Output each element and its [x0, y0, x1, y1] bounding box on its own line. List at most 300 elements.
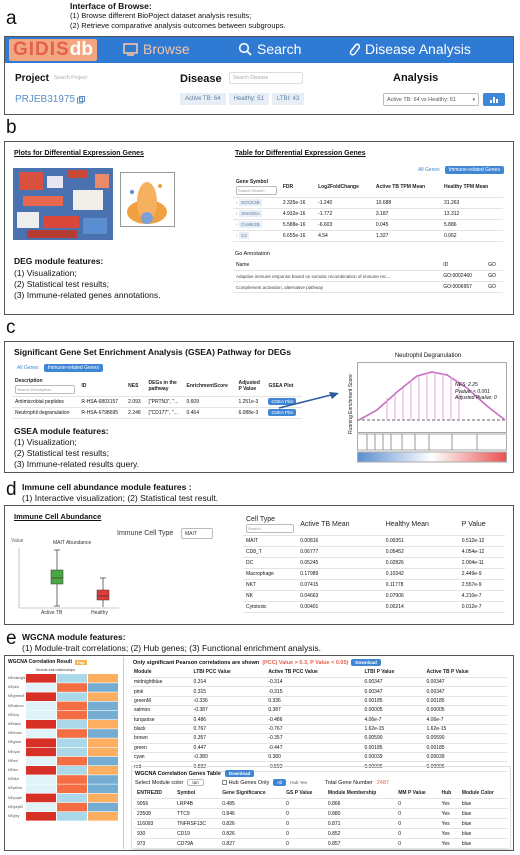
panel-a-heading: Interface of Browse: — [70, 1, 152, 11]
heatmap-cell[interactable] — [26, 711, 56, 720]
wgcna-heatmap-title: WGCNA Correlation Result — [8, 659, 72, 665]
col-healthy-mean[interactable]: Healthy Mean — [383, 514, 459, 536]
heatmap-cell[interactable] — [26, 803, 56, 812]
heatmap-cell[interactable] — [88, 729, 118, 738]
heatmap-cell[interactable] — [88, 766, 118, 775]
panel-a-line1: (1) Browse different BioPoject dataset analysis results; — [70, 11, 252, 20]
heatmap-row-label: MEyellow — [8, 786, 23, 791]
table-cell: 0.00347 — [361, 678, 423, 687]
table-cell: 0.357 — [191, 734, 266, 743]
heatmap-cell[interactable] — [88, 794, 118, 803]
genes-controls — [135, 779, 389, 786]
disease-search-input[interactable]: Search Disease — [229, 72, 303, 84]
col-description[interactable]: Description Search Description — [12, 376, 78, 397]
table-cell: -0.592 — [265, 762, 361, 771]
wgcna-interface — [4, 655, 514, 851]
col-active-tpm[interactable]: Active TB TPM Mean — [373, 177, 441, 198]
table-cell: 23508 — [134, 809, 174, 819]
heatmap-cell[interactable] — [26, 738, 56, 747]
table-cell: 0 — [283, 809, 325, 819]
table-row[interactable] — [131, 687, 507, 696]
heatmap-cell[interactable] — [57, 720, 87, 729]
nav-disease-analysis[interactable] — [348, 41, 471, 57]
heatmap-row-label: MEblack — [8, 722, 21, 727]
browse-icon — [123, 43, 138, 56]
heatmap-row-label: MEgreenM — [8, 694, 25, 699]
module-color-label: Select Module color — [135, 779, 184, 786]
gsea-plot-button[interactable]: GSEA Plot — [268, 398, 295, 405]
table-cell: -0.387 — [191, 706, 266, 715]
col-active-tb-mean[interactable]: Active TB Mean — [297, 514, 382, 536]
table-row[interactable] — [131, 715, 507, 724]
table-row[interactable] — [131, 753, 507, 762]
heatmap-cell[interactable] — [57, 683, 87, 692]
table-cell: 0.485 — [219, 799, 283, 809]
table-row[interactable]: › CAMK2B 5.588e-16 -6.603 0.045 5.886 — [233, 220, 503, 231]
project-value[interactable] — [15, 94, 85, 105]
table-cell: 0.00039 — [424, 753, 507, 762]
table-cell: blue — [459, 829, 508, 839]
table-cell: 973 — [134, 839, 174, 849]
heatmap-cell[interactable] — [26, 674, 56, 683]
gsea-plot-ylabel: Running Enrichment Score — [348, 374, 354, 434]
table-cell: 0.826 — [219, 819, 283, 829]
table-cell: 0.314 — [191, 678, 266, 687]
col-id[interactable]: ID — [78, 376, 125, 397]
heatmap-cell[interactable] — [57, 803, 87, 812]
heatmap-cell[interactable] — [26, 720, 56, 729]
logo-text: GIDIS — [13, 39, 70, 60]
search-icon — [238, 42, 252, 56]
table-cell: 0.00185 — [424, 743, 507, 752]
table-cell: Yes — [438, 839, 458, 849]
plots-title: Plots for Differential Expression Genes — [14, 150, 144, 157]
table-cell: TNFRSF13C — [174, 819, 219, 829]
corr-table — [131, 667, 507, 772]
heatmap-cell[interactable] — [57, 702, 87, 711]
genes-table — [134, 788, 508, 849]
go-col-id: ID — [440, 260, 485, 271]
heatmap-cell[interactable] — [26, 692, 56, 701]
analysis-select[interactable] — [383, 93, 479, 106]
heatmap-cell[interactable] — [88, 711, 118, 720]
table-cell: 0.00185 — [361, 743, 423, 752]
table-cell: midnightblue — [131, 678, 191, 687]
col-active-pcc[interactable]: Active TB PCC Value — [265, 667, 361, 678]
total-gene-value: 2487 — [376, 779, 389, 786]
col-gene-significance[interactable]: Gene Significance — [219, 788, 283, 799]
table-cell: 0.592 — [191, 762, 266, 771]
table-cell: -0.767 — [265, 724, 361, 733]
table-cell: turquoise — [131, 715, 191, 724]
nav-browse-label: Browse — [143, 41, 190, 57]
nav-bar — [5, 37, 513, 63]
abundance-boxplot[interactable] — [13, 548, 123, 616]
disease-label: Disease — [180, 73, 222, 85]
table-row[interactable]: DC 0.05245 0.02826 2.004e-11 — [243, 558, 505, 569]
gsea-stats — [455, 382, 497, 402]
panel-d-letter: d — [6, 479, 17, 500]
chip-healthy[interactable]: Healthy: 51 — [229, 93, 269, 105]
table-cell: 0 — [283, 819, 325, 829]
table-row[interactable] — [134, 829, 508, 839]
module-trait-heatmap[interactable] — [26, 674, 120, 824]
col-fdr[interactable]: FDR — [280, 177, 315, 198]
table-cell: 0.315 — [191, 687, 266, 696]
nav-search-label: Search — [257, 41, 302, 57]
gsea-adj-pvalue: Adjusted Pvalue: 0 — [455, 395, 497, 401]
heatmap-cell[interactable] — [57, 692, 87, 701]
tab-all-genes[interactable]: All Genes — [17, 365, 39, 371]
table-cell: -0.486 — [265, 715, 361, 724]
col-cell-type[interactable]: Cell Type Search — [243, 514, 297, 536]
checkbox-icon[interactable] — [222, 780, 227, 785]
heatmap-cell[interactable] — [88, 784, 118, 793]
project-label: Project — [15, 73, 49, 84]
heatmap-cell[interactable] — [88, 674, 118, 683]
heatmap-cell[interactable] — [26, 683, 56, 692]
table-cell: CD79A — [174, 839, 219, 849]
table-cell: red — [131, 762, 191, 771]
tab-all-genes[interactable]: All Genes — [418, 167, 440, 173]
bar-chart-icon — [490, 96, 498, 103]
table-row[interactable] — [131, 678, 507, 687]
table-row[interactable] — [131, 706, 507, 715]
table-cell: 0 — [395, 819, 438, 829]
table-cell: CD19 — [174, 829, 219, 839]
table-cell: 0.767 — [191, 724, 266, 733]
table-cell: 116093 — [134, 819, 174, 829]
col-degs[interactable]: DEGs in the pathway — [145, 376, 183, 397]
heatmap-row-label: MEgreen — [8, 740, 22, 745]
col-gene-symbol[interactable]: Gene Symbol Search Search — [233, 177, 280, 198]
arrow-connector — [277, 390, 343, 412]
go-annotation-title: Go Annotation — [235, 251, 270, 257]
table-cell: 0.00185 — [361, 696, 423, 705]
immune-title: Immune Cell Abundance — [14, 512, 102, 521]
cell-type-label: Immune Cell Type — [117, 530, 174, 537]
heatmap-cell[interactable] — [88, 683, 118, 692]
col-log2fc[interactable]: Log2FoldChange — [315, 177, 373, 198]
analysis-select-value: Active TB: 64 vs Healthy: 51 — [387, 96, 456, 103]
gsea-plot-title: Neutrophil Degranulation — [394, 353, 462, 359]
col-gsea-plot: GSEA Plot — [265, 376, 302, 397]
analysis-label: Analysis — [393, 72, 439, 84]
tab-immune-genes[interactable]: Immune-related Genes — [445, 166, 504, 174]
heatmap-row-label: MEmidnight — [8, 676, 26, 680]
heatmap-row-label: MEblue — [8, 777, 20, 782]
nav-browse[interactable] — [123, 41, 190, 57]
table-cell: 0.00006 — [361, 762, 423, 771]
heatmap-cell[interactable] — [26, 775, 56, 784]
heatmap-cell[interactable] — [88, 720, 118, 729]
table-cell: 0.00039 — [361, 753, 423, 762]
table-cell: 0.852 — [325, 829, 395, 839]
heatmap-cell[interactable] — [26, 766, 56, 775]
heatmap-cell[interactable] — [57, 784, 87, 793]
heatmap-row-label: MEpink — [8, 685, 19, 690]
gene-search-input[interactable]: Search Search — [236, 186, 277, 195]
heatmap-row-label: MEcyan — [8, 749, 20, 754]
table-cell: 0.00590 — [424, 734, 507, 743]
heatmap-cell[interactable] — [57, 748, 87, 757]
heatmap-cell[interactable] — [88, 812, 118, 821]
heatmap-cell[interactable] — [57, 794, 87, 803]
deg-features-title: DEG module features: — [14, 256, 104, 266]
heatmap-cell[interactable] — [88, 738, 118, 747]
col-entrezid[interactable]: ENTREZID — [134, 788, 174, 799]
hub-only-toggle[interactable]: Hub Genes Only — [222, 780, 270, 786]
col-es[interactable]: EnrichmentScore — [183, 376, 235, 397]
col-module-color[interactable]: Module Color — [459, 788, 508, 799]
table-cell: 0 — [395, 829, 438, 839]
col-hub[interactable]: Hub — [438, 788, 458, 799]
chevron-down-icon: ▾ — [472, 96, 475, 103]
table-row[interactable] — [131, 724, 507, 733]
col-gs-p[interactable]: GS P Value — [283, 788, 325, 799]
go-col-name: Name — [233, 260, 440, 271]
x-label-healthy: Healthy — [91, 610, 108, 616]
gsea-table — [12, 376, 302, 419]
table-cell: 0.866 — [325, 799, 395, 809]
table-row[interactable] — [131, 696, 507, 705]
heatmap-row-label: MEpurple — [8, 795, 23, 800]
nav-search[interactable] — [238, 41, 301, 57]
table-cell: 0 — [395, 839, 438, 849]
gsea-title: Significant Gene Set Enrichment Analysis (GSEA) Pathway for DEGs — [14, 347, 291, 357]
table-cell: Yes — [438, 799, 458, 809]
gsea-curve — [357, 362, 507, 468]
table-cell: 0.380 — [265, 753, 361, 762]
col-active-p[interactable]: Active TB P Value — [424, 667, 507, 678]
col-p-value[interactable]: P Value — [459, 514, 505, 536]
col-healthy-tpm[interactable]: Healthy TPM Mean — [441, 177, 503, 198]
panel-a-line2: (2) Retrieve comparative analysis outcomes between subgroups. — [70, 21, 286, 30]
hub-option-all[interactable]: All — [273, 779, 286, 786]
table-cell: cyan — [131, 753, 191, 762]
col-module-membership[interactable]: Module Membership — [325, 788, 395, 799]
deg-feature-2: (2) Statistical test results; — [14, 279, 109, 289]
table-cell: greenM — [131, 696, 191, 705]
col-symbol[interactable]: Symbol — [174, 788, 219, 799]
table-cell: 0.880 — [325, 809, 395, 819]
table-cell: TTC9 — [174, 809, 219, 819]
table-row[interactable] — [134, 799, 508, 809]
table-row[interactable]: Complement activation, alternative pathway GO:0006957 GO — [233, 282, 503, 293]
deg-heatmap[interactable] — [13, 168, 113, 240]
heatmap-cell[interactable] — [88, 692, 118, 701]
heatmap-cell[interactable] — [26, 729, 56, 738]
table-cell: 0.846 — [219, 809, 283, 819]
wgcna-pop-badge[interactable]: Pop — [76, 659, 85, 665]
heatmap-cell[interactable] — [57, 757, 87, 766]
col-ltbi-pcc[interactable]: LTBI PCC Value — [191, 667, 266, 678]
table-cell: pink — [131, 687, 191, 696]
go-table — [233, 260, 503, 293]
table-row[interactable]: Neutrophil degranulation R-HSA-6798695 2.248 ["CD177", "... 0.464 6.088e-3 GSEA Plot — [12, 408, 302, 419]
plot-legend: MAIT Abundance — [53, 540, 92, 546]
heatmap-cell[interactable] — [88, 803, 118, 812]
table-row[interactable] — [134, 819, 508, 829]
cell-type-search-input[interactable]: Search — [246, 524, 294, 533]
table-cell: 0.827 — [219, 839, 283, 849]
panel-e-sub: (1) Module-trait correlations; (2) Hub genes; (3) Functional enrichment analysis. — [22, 643, 322, 653]
description-search-input[interactable]: Search Description — [15, 385, 75, 394]
analysis-go-button[interactable] — [483, 93, 505, 106]
heatmap-row-labels — [8, 674, 24, 821]
corr-note-threshold: (PCC| Value > 0.3, P Value < 0.05) — [262, 659, 349, 666]
table-cell: 0.336 — [265, 696, 361, 705]
table-cell: 0.857 — [325, 839, 395, 849]
table-cell: 0 — [283, 799, 325, 809]
table-row[interactable]: CD8_T 0.06777 0.05452 4.054e-12 — [243, 547, 505, 558]
table-row[interactable]: › C4 6.655e-16 4.54 1.327 0.062 — [233, 231, 503, 242]
genes-download-button[interactable]: Download — [225, 770, 255, 777]
table-cell: -0.380 — [191, 753, 266, 762]
logo-db: db — [69, 39, 93, 60]
gsea-nes: NES: 2.25 — [455, 382, 478, 388]
disease-chips — [180, 93, 304, 105]
gsea-feature-1: (1) Visualization; — [14, 437, 77, 447]
chip-active-tb[interactable]: Active TB: 64 — [180, 93, 226, 105]
table-cell: salmon — [131, 706, 191, 715]
wgcna-heatmap-header — [8, 659, 87, 665]
panel-c-letter: c — [6, 317, 16, 338]
panel-d-sub: (1) Interactive visualization; (2) Statistical test result. — [22, 493, 219, 503]
module-color-select[interactable]: tan — [187, 779, 203, 786]
table-cell: 0 — [283, 829, 325, 839]
heatmap-cell[interactable] — [57, 812, 87, 821]
table-row[interactable]: NK 0.04663 0.07906 4.210e-7 — [243, 591, 505, 602]
paperclip-icon — [348, 42, 360, 56]
gsea-pvalue: Pvalue: < 0.001 — [455, 388, 490, 395]
table-row[interactable] — [134, 809, 508, 819]
gsea-plot[interactable] — [345, 343, 511, 472]
table-cell: blue — [459, 799, 508, 809]
table-cell: -0.336 — [191, 696, 266, 705]
chip-ltbi[interactable]: LTBI: 43 — [272, 93, 304, 105]
table-cell: -0.447 — [265, 743, 361, 752]
gsea-plot-button[interactable]: GSEA Plot — [268, 409, 295, 416]
col-module[interactable]: Module — [131, 667, 191, 678]
heatmap-cell[interactable] — [26, 794, 56, 803]
x-label-active-tb: Active TB — [41, 610, 63, 616]
table-row[interactable]: › SMAD5A 4.932e-16 -1.772 3.187 13.312 — [233, 209, 503, 220]
go-col-go: GO — [485, 260, 503, 271]
heatmap-cell[interactable] — [57, 729, 87, 738]
heatmap-cell[interactable] — [88, 702, 118, 711]
table-row[interactable]: Antimicrobial peptides R-HSA-6803157 2.093 ["PRTN3", "... 0.609 1.251e-3 GSEA Plot — [12, 397, 302, 408]
wgcna-heatmap-subtitle: Module-trait relationships — [36, 668, 76, 672]
table-row[interactable]: › DOCK3B 2.335e-16 -1.240 10.688 31.263 — [233, 198, 503, 209]
heatmap-cell[interactable] — [57, 738, 87, 747]
table-row[interactable] — [131, 734, 507, 743]
heatmap-cell[interactable] — [26, 702, 56, 711]
table-cell: 0.00590 — [361, 734, 423, 743]
col-mm-p[interactable]: MM P Value — [395, 788, 438, 799]
download-button[interactable]: Download — [351, 659, 381, 666]
tab-immune-genes[interactable]: Immune-related Genes — [44, 364, 103, 372]
table-cell: 9056 — [134, 799, 174, 809]
table-cell: Yes — [438, 829, 458, 839]
cell-type-select[interactable]: MAIT — [181, 528, 213, 539]
table-cell: 0.00347 — [424, 687, 507, 696]
heatmap-cell[interactable] — [88, 748, 118, 757]
table-row[interactable]: Cytotoxic 0.00401 0.00214 0.012e-7 — [243, 602, 505, 613]
table-row[interactable] — [134, 839, 508, 849]
table-cell: 1.62e-15 — [361, 724, 423, 733]
heatmap-row-label: MEturq — [8, 712, 19, 717]
total-gene-label: Total Gene Number — [325, 779, 373, 786]
deg-feature-3: (3) Immune-related genes annotations. — [14, 290, 161, 300]
table-cell: 0.447 — [191, 743, 266, 752]
heatmap-row-label: MEgrey — [8, 814, 20, 819]
heatmap-cell[interactable] — [88, 757, 118, 766]
hub-option-yes[interactable]: Hub Yes — [290, 780, 308, 785]
heatmap-cell[interactable] — [26, 757, 56, 766]
table-cell: 0 — [395, 799, 438, 809]
heatmap-cell[interactable] — [57, 766, 87, 775]
heatmap-cell[interactable] — [57, 711, 87, 720]
heatmap-row-label: MEgrey60 — [8, 804, 24, 809]
logo[interactable] — [9, 39, 97, 61]
heatmap-cell[interactable] — [26, 812, 56, 821]
table-row[interactable]: NKT 0.07415 0.11778 2.557e-9 — [243, 580, 505, 591]
table-cell: LRP4B — [174, 799, 219, 809]
heatmap-row-label: MEsalmon — [8, 703, 24, 708]
deg-table-title: Table for Differential Expression Genes — [235, 150, 366, 157]
deg-table — [233, 177, 503, 242]
table-row[interactable]: MAIT 0.00816 0.00351 0.512e-12 — [243, 536, 505, 547]
wgcna-heatmap-card — [6, 657, 124, 849]
heatmap-row-label: MEred — [8, 758, 18, 763]
table-cell: 0.00185 — [424, 696, 507, 705]
table-row[interactable]: Macrophage 0.17989 0.10342 2.449e-9 — [243, 569, 505, 580]
heatmap-cell[interactable] — [88, 775, 118, 784]
heatmap-cell[interactable] — [57, 775, 87, 784]
volcano-plot[interactable] — [120, 172, 175, 227]
table-cell: 0.00005 — [424, 706, 507, 715]
browse-interface — [4, 36, 514, 115]
table-cell: 1.62e-15 — [424, 724, 507, 733]
panel-a-letter: a — [6, 8, 17, 29]
heatmap-cell[interactable] — [26, 748, 56, 757]
copy-icon[interactable] — [77, 96, 85, 104]
plot-ylabel: Value — [11, 538, 24, 544]
table-cell: blue — [459, 809, 508, 819]
deg-interface — [4, 141, 514, 315]
col-ltbi-p[interactable]: LTBI P Value — [361, 667, 423, 678]
col-nes[interactable]: NES — [125, 376, 145, 397]
table-cell: -0.314 — [265, 678, 361, 687]
col-adj-p[interactable]: Adjusted P Value — [235, 376, 265, 397]
table-cell: 0.00005 — [361, 706, 423, 715]
panel-e-heading: WGCNA module features: — [22, 632, 126, 642]
project-search-input[interactable]: Search Project — [51, 73, 121, 84]
heatmap-cell[interactable] — [57, 674, 87, 683]
table-cell: 0.00347 — [361, 687, 423, 696]
table-cell: 4.06e-7 — [361, 715, 423, 724]
heatmap-cell[interactable] — [26, 784, 56, 793]
table-row[interactable]: Adaptive immune response based on somatic recombination of immune rec... GO:0002460 GO — [233, 271, 503, 282]
gsea-feature-2: (2) Statistical test results; — [14, 448, 109, 458]
table-cell: -0.357 — [265, 734, 361, 743]
table-row[interactable] — [131, 743, 507, 752]
table-cell: 0.486 — [191, 715, 266, 724]
gsea-features-title: GSEA module features: — [14, 426, 109, 436]
genes-title: WGCNA Correlation Genes Table — [135, 770, 221, 777]
table-cell: -0.315 — [265, 687, 361, 696]
